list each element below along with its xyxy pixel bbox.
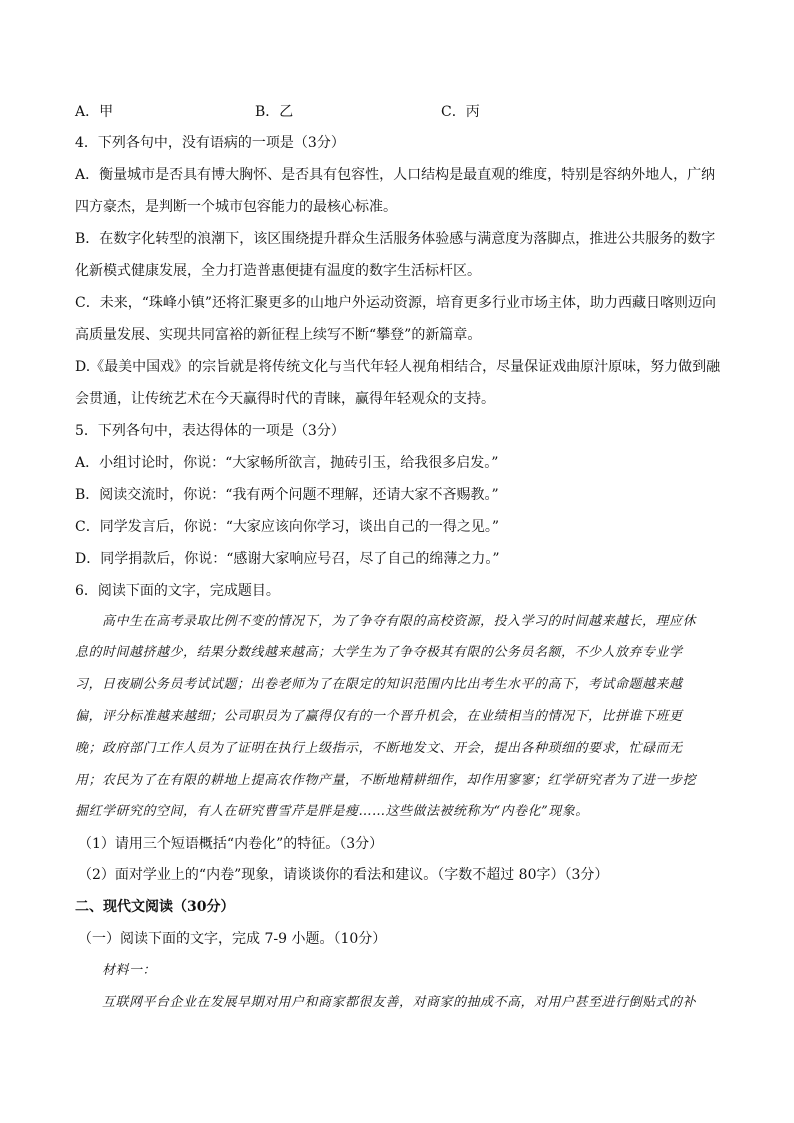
q4-option-b-line1: B．在数字化转型的浪潮下，该区围绕提升群众生活服务体验感与满意度为落脚点，推进公共服务的数字 (75, 231, 716, 247)
q5-option-a: A．小组讨论时，你说：“大家畅所欲言，抛砖引玉，给我很多启发。” (75, 455, 499, 471)
q4-option-a-line2: 四方豪杰，是判断一个城市包容能力的最核心标准。 (75, 199, 397, 215)
q6-passage-line: 晚；政府部门工作人员为了证明在执行上级指示，不断地发文、开会，提出各种琐细的要求，忙碌而无 (75, 741, 683, 756)
q5-option-d: D．同学捐款后，你说：“感谢大家响应号召，尽了自己的绵薄之力。” (75, 551, 500, 567)
q4-option-d-line2: 会贯通，让传统艺术在今天赢得时代的青睐，赢得年轻观众的支持。 (75, 391, 495, 407)
q4-option-a-line1: A．衡量城市是否具有博大胸怀、是否具有包容性，人口结构是最直观的维度，特别是容纳外地人，广纳 (75, 167, 716, 183)
material-one-label: 材料一： (75, 963, 157, 978)
q6-sub-question-2: （2）面对学业上的“内卷”现象，请谈谈你的看法和建议。（字数不超过 80字）（3分） (78, 867, 609, 883)
q6-passage-line: 息的时间越挤越少，结果分数线越来越高；大学生为了争夺极其有限的公务员名额，不少人放弃专业学 (75, 645, 683, 660)
q4-option-c-line2: 高质量发展、实现共同富裕的新征程上续写不断“攀登”的新篇章。 (75, 327, 482, 343)
material-one-text: 互联网平台企业在发展早期对用户和商家都很友善，对商家的抽成不高，对用户甚至进行倒贴式的补 (75, 995, 697, 1010)
q5-option-b: B．阅读交流时，你说：“我有两个问题不理解，还请大家不吝赐教。” (75, 487, 499, 503)
q4-option-d-line1: D.《最美中国戏》的宗旨就是将传统文化与当代年轻人视角相结合，尽量保证戏曲原汁原味，努力做到融 (75, 359, 721, 375)
q4-stem: 4．下列各句中，没有语病的一项是（3分） (75, 135, 345, 151)
q6-passage-line: 偏，评分标准越来越细；公司职员为了赢得仅有的一个晋升机会，在业绩相当的情况下，比拼谁下班更 (75, 709, 683, 724)
q3-option-b: B．乙 (255, 104, 294, 120)
q5-stem: 5．下列各句中，表达得体的一项是（3分） (75, 423, 345, 439)
q6-stem: 6．阅读下面的文字，完成题目。 (75, 583, 280, 599)
q5-option-c: C．同学发言后，你说：“大家应该向你学习，谈出自己的一得之见。” (75, 519, 500, 535)
q6-sub-question-1: （1）请用三个短语概括“内卷化”的特征。（3分） (78, 836, 384, 852)
q3-option-a: A．甲 (75, 104, 114, 120)
q6-passage-line: 掘红学研究的空间，有人在研究曹雪芹是胖是瘦……这些做法被统称为“内卷化”现象。 (75, 804, 589, 819)
q4-option-c-line1: C．未来，“珠峰小镇”还将汇聚更多的山地户外运动资源，培育更多行业市场主体，助力西藏日喀则迈向 (75, 295, 717, 311)
q6-passage-line: 习，日夜刷公务员考试试题；出卷老师为了在限定的知识范围内比出考生水平的高下，考试命题越来越 (75, 677, 683, 692)
section-2-title: 二、现代文阅读（30分） (75, 899, 235, 915)
q6-passage-line: 高中生在高考录取比例不变的情况下，为了争夺有限的高校资源，投入学习的时间越来越长，理应休 (75, 614, 697, 629)
section-2-subtitle: （一）阅读下面的文字，完成 7-9 小题。（10分） (78, 931, 387, 947)
q4-option-b-line2: 化新模式健康发展，全力打造普惠便捷有温度的数字生活标杆区。 (75, 263, 481, 279)
q6-passage-line: 用；农民为了在有限的耕地上提高农作物产量，不断地精耕细作，却作用寥寥；红学研究者为了进一步挖 (75, 773, 697, 788)
q3-options (75, 101, 725, 121)
q3-option-c: C．丙 (441, 104, 480, 120)
